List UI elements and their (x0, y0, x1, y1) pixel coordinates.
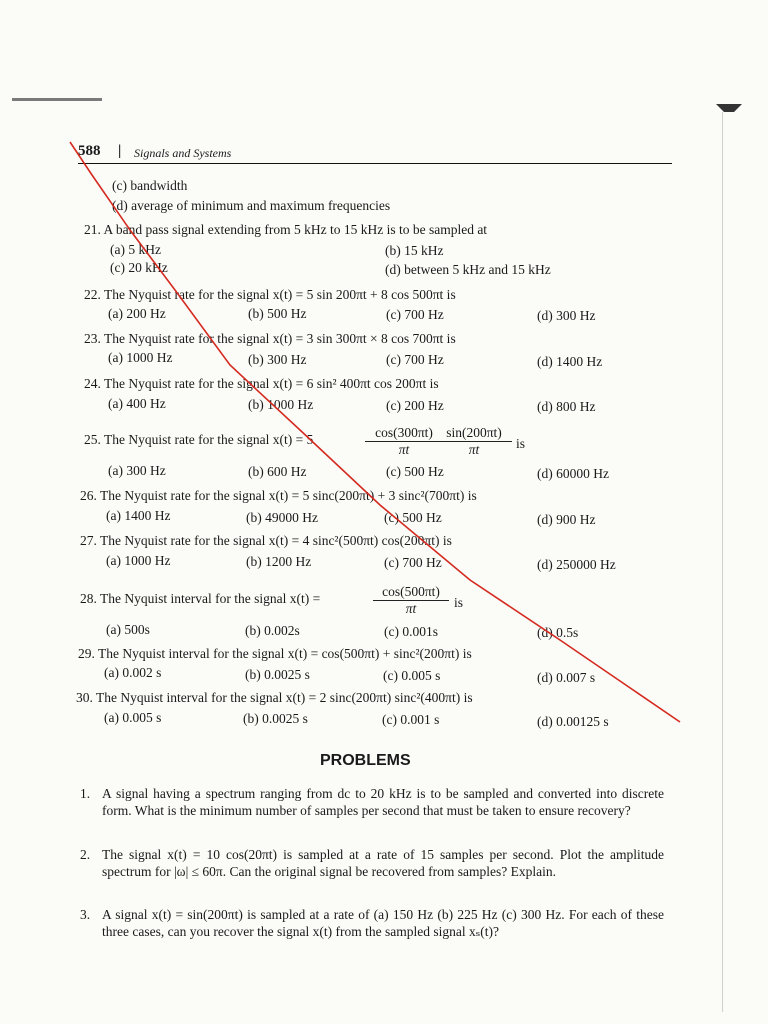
question-26: 26. The Nyquist rate for the signal x(t) = 5 sinc(200πt) + 3 sinc²(700πt) is (80, 488, 477, 503)
problem-3-text: A signal x(t) = sin(200πt) is sampled at a rate of (a) 150 Hz (b) 225 Hz (c) 300 Hz. For each of these three cases, can you recover the signal x(t) from the sampled signal xₛ(t)? (102, 907, 664, 939)
question-21: 21. A band pass signal extending from 5 kHz to 15 kHz is to be sampled at (84, 222, 488, 237)
problem-1-text: A signal having a spectrum ranging from dc to 20 kHz is to be sampled and converted into discrete form. What is the minimum number of samples per second that must be taken to ensure recovery? (102, 786, 664, 818)
q23-option-d: (d) 1400 Hz (537, 354, 603, 369)
question-22: 22. The Nyquist rate for the signal x(t) = 5 sin 200πt + 8 cos 500πt is (84, 287, 456, 302)
q24-option-c: (c) 200 Hz (386, 398, 444, 413)
q29-option-d: (d) 0.007 s (537, 670, 596, 685)
problem-2-number: 2. (80, 847, 91, 862)
book-title: Signals and Systems (134, 146, 232, 160)
q23-option-c: (c) 700 Hz (386, 352, 444, 367)
problems-heading: PROBLEMS (320, 752, 411, 769)
q21-option-d: (d) between 5 kHz and 15 kHz (385, 262, 551, 277)
q27-option-d: (d) 250000 Hz (537, 557, 616, 572)
q24-option-b: (b) 1000 Hz (248, 397, 314, 412)
q25-fraction-1-numerator: cos(300πt) (365, 425, 443, 442)
question-25: 25. The Nyquist rate for the signal x(t) = 5 (84, 432, 314, 447)
q28-fraction-numerator: cos(500πt) (373, 584, 449, 601)
q22-option-b: (b) 500 Hz (248, 306, 307, 321)
q30-option-b: (b) 0.0025 s (243, 711, 308, 726)
q30-option-c: (c) 0.001 s (382, 712, 440, 727)
q30-option-a: (a) 0.005 s (104, 710, 162, 725)
question-23: 23. The Nyquist rate for the signal x(t) = 3 sin 300πt × 8 cos 700πt is (84, 331, 456, 346)
q28-option-a: (a) 500s (106, 622, 150, 637)
problem-1-number: 1. (80, 786, 91, 801)
red-diagonal-strike-icon (70, 142, 680, 722)
q21-option-a: (a) 5 kHz (110, 242, 161, 257)
q22-option-c: (c) 700 Hz (386, 307, 444, 322)
header-separator: | (118, 143, 122, 159)
prev-option-d: (d) average of minimum and maximum frequencies (112, 198, 391, 213)
q21-option-b: (b) 15 kHz (385, 243, 444, 258)
question-24: 24. The Nyquist rate for the signal x(t) = 6 sin² 400πt cos 200πt is (84, 376, 439, 391)
q25-fraction-2-denominator: πt (468, 442, 480, 457)
q25-option-d: (d) 60000 Hz (537, 466, 609, 481)
q25-option-c: (c) 500 Hz (386, 464, 444, 479)
question-27: 27. The Nyquist rate for the signal x(t) = 4 sinc²(500πt) cos(200πt) is (80, 533, 452, 548)
q26-option-c: (c) 500 Hz (384, 510, 442, 525)
q28-fraction-denominator: πt (405, 601, 417, 616)
q22-option-d: (d) 300 Hz (537, 308, 596, 323)
problem-2-text: The signal x(t) = 10 cos(20πt) is sampled at a rate of 15 samples per second. Plot the amplitude spectrum for |ω| ≤ 60π. Can the original signal be recovered from samples? Explain. (102, 847, 664, 879)
scan-mark-right-icon (716, 104, 742, 112)
q29-option-c: (c) 0.005 s (383, 668, 441, 683)
q26-option-d: (d) 900 Hz (537, 512, 596, 527)
q24-option-a: (a) 400 Hz (108, 396, 166, 411)
q28-option-b: (b) 0.002s (245, 623, 300, 638)
q21-option-c: (c) 20 kHz (110, 260, 168, 275)
q28-option-d: (d) 0.5s (537, 625, 579, 640)
question-29: 29. The Nyquist interval for the signal x(t) = cos(500πt) + sinc²(200πt) is (78, 646, 472, 661)
q29-option-a: (a) 0.002 s (104, 665, 162, 680)
problem-3-number: 3. (80, 907, 91, 922)
q29-option-b: (b) 0.0025 s (245, 667, 310, 682)
q26-option-a: (a) 1400 Hz (106, 508, 171, 523)
prev-option-c: (c) bandwidth (112, 178, 188, 193)
q25-option-b: (b) 600 Hz (248, 464, 307, 479)
q25-fraction-1-denominator: πt (398, 442, 410, 457)
q24-option-d: (d) 800 Hz (537, 399, 596, 414)
q30-option-d: (d) 0.00125 s (537, 714, 609, 729)
q25-tail: is (516, 436, 526, 451)
q28-option-c: (c) 0.001s (384, 624, 438, 639)
question-30: 30. The Nyquist interval for the signal x(t) = 2 sinc(200πt) sinc²(400πt) is (76, 690, 473, 705)
question-28: 28. The Nyquist interval for the signal x(t) = (80, 591, 321, 606)
q23-option-b: (b) 300 Hz (248, 352, 307, 367)
q28-tail: is (454, 595, 464, 610)
page-number: 588 (78, 143, 101, 159)
q23-option-a: (a) 1000 Hz (108, 350, 173, 365)
q27-option-c: (c) 700 Hz (384, 555, 442, 570)
q27-option-a: (a) 1000 Hz (106, 553, 171, 568)
q25-option-a: (a) 300 Hz (108, 463, 166, 478)
q22-option-a: (a) 200 Hz (108, 306, 166, 321)
q25-fraction-2-numerator: sin(200πt) (436, 425, 512, 442)
q27-option-b: (b) 1200 Hz (246, 554, 312, 569)
q26-option-b: (b) 49000 Hz (246, 510, 318, 525)
